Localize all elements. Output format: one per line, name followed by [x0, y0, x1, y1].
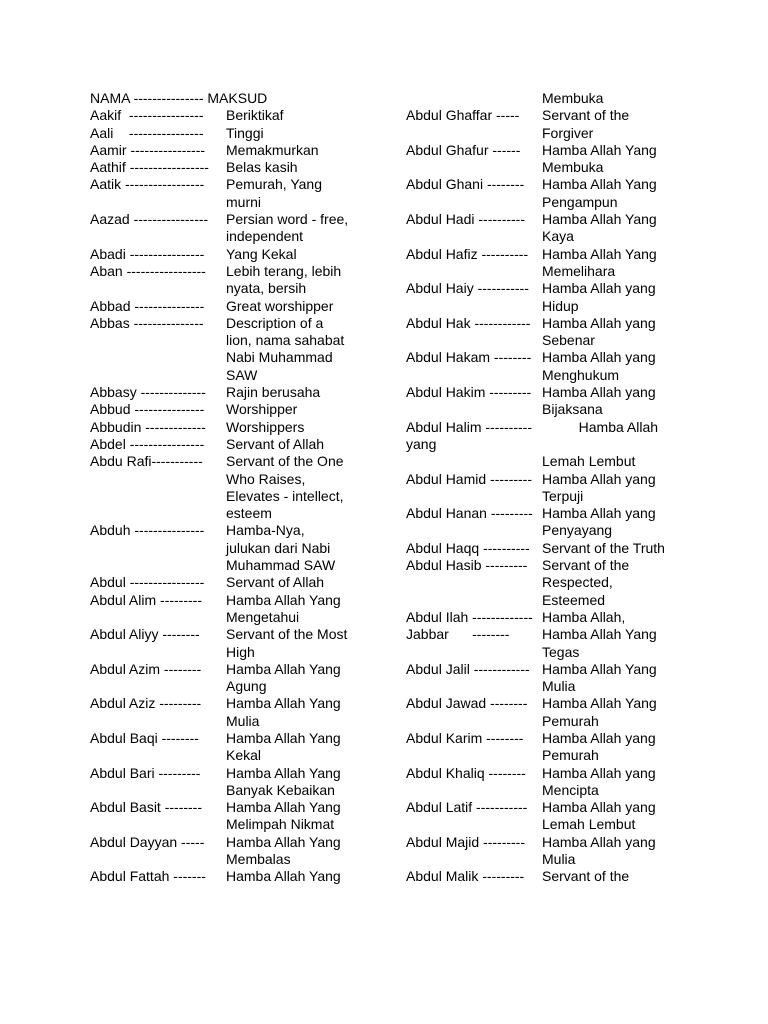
- entry-name: Abdul Haqq ----------: [406, 539, 530, 556]
- entry-meaning: Worshippers: [226, 418, 305, 435]
- entry-name: Abbad ---------------: [90, 297, 205, 314]
- name-entry: [90, 298, 370, 315]
- name-entry: [406, 471, 696, 506]
- entry-meaning: Hamba Allah yang Sebenar: [542, 314, 656, 349]
- entry-meaning: Lebih terang, lebih nyata, bersih: [226, 262, 342, 297]
- entry-name: Abadi ----------------: [90, 245, 205, 262]
- entry-meaning: Hamba Allah Yang Pengampun: [542, 176, 657, 210]
- name-entry: [90, 419, 370, 436]
- entry-name: Abdul Karim --------: [406, 729, 524, 746]
- entry-name: Abbudin -------------: [90, 418, 206, 435]
- left-column: [90, 90, 370, 886]
- entry-name: Abdul Baqi --------: [90, 729, 199, 746]
- name-entry: [90, 436, 370, 453]
- right-name-list: [406, 107, 696, 418]
- name-entry: [406, 868, 696, 885]
- entry-name: Abdul Azim --------: [90, 660, 202, 677]
- entry-meaning: Hamba Allah yang Bijaksana: [542, 384, 656, 418]
- entry-meaning: Hamba Allah,: [542, 608, 626, 625]
- name-entry: [406, 626, 696, 661]
- name-entry: [406, 246, 696, 281]
- name-entry: [90, 125, 370, 142]
- right-column: [406, 90, 696, 886]
- entry-meaning: Hamba Allah yang Terpuji: [542, 470, 656, 504]
- entry-name: Abdul ----------------: [90, 574, 205, 591]
- entry-name: Abbas ---------------: [90, 314, 204, 331]
- entry-meaning: Hamba Allah yang Mencipta: [542, 764, 656, 798]
- entry-name: Abdul Aliyy --------: [90, 626, 200, 643]
- entry-name: Aakif ----------------: [90, 107, 204, 124]
- entry-meaning: Hamba Allah Yang Kaya: [542, 211, 657, 245]
- name-entry: [406, 609, 696, 626]
- entry-meaning: Great worshipper: [226, 297, 334, 314]
- name-entry: [90, 384, 370, 401]
- name-entry: [90, 176, 370, 211]
- entry-meaning: Beriktikaf: [226, 107, 284, 124]
- halim-entry-line: Abdul Halim ---------- Hamba Allah: [406, 418, 659, 435]
- entry-meaning: Pemurah, Yang murni: [226, 176, 322, 210]
- entry-meaning: Hamba Allah yang Menghukum: [542, 349, 656, 383]
- entry-name: Abdul Hakim ---------: [406, 384, 532, 401]
- entry-meaning: Hamba Allah yang Mulia: [542, 833, 656, 868]
- entry-meaning: Hamba Allah Yang Kekal: [226, 729, 341, 764]
- name-entry: [406, 505, 696, 540]
- name-entry: [90, 695, 370, 730]
- entry-meaning: Hamba Allah Yang Mulia: [542, 660, 657, 695]
- entry-name: Aazad ----------------: [90, 211, 209, 228]
- name-entry: [90, 730, 370, 765]
- entry-meaning: Hamba Allah Yang Agung: [226, 660, 341, 695]
- entry-name: Abdul Fattah -------: [90, 868, 206, 885]
- entry-name: Abdul Hasib ---------: [406, 557, 528, 574]
- name-entry: [406, 107, 696, 142]
- name-entry: [406, 730, 696, 765]
- entry-meaning: Hamba Allah Yang Melimpah Nikmat: [226, 799, 341, 833]
- entry-meaning: Description of a lion, nama sahabat Nabi Muhammad SAW: [226, 314, 345, 383]
- entry-meaning: Servant of Allah: [226, 574, 325, 591]
- entry-meaning: Worshipper: [226, 401, 298, 418]
- entry-name: Aathif -----------------: [90, 159, 209, 176]
- name-entry: [90, 211, 370, 246]
- name-entry: [406, 384, 696, 419]
- name-entry: [406, 142, 696, 177]
- name-entry: [406, 661, 696, 696]
- entry-meaning: Tinggi: [226, 124, 264, 141]
- left-name-list: [90, 107, 370, 885]
- entry-meaning: Hamba-Nya, julukan dari Nabi Muhammad SAW: [226, 522, 336, 574]
- entry-meaning: Hamba Allah yang Penyayang: [542, 505, 656, 539]
- entry-meaning: Servant of the: [542, 868, 630, 885]
- entry-name: Abdul Aziz ---------: [90, 695, 202, 712]
- name-entry: [90, 799, 370, 834]
- entry-name: Aatik -----------------: [90, 176, 205, 193]
- name-entry: [90, 107, 370, 124]
- entry-name: Abdul Majid ---------: [406, 833, 525, 850]
- name-entry: [90, 263, 370, 298]
- entry-name: Abdul Hanan ---------: [406, 505, 533, 522]
- name-entry: [90, 592, 370, 627]
- name-entry: [90, 522, 370, 574]
- entry-name: Jabbar --------: [406, 626, 510, 643]
- entry-meaning: Servant of the Respected, Esteemed: [542, 557, 630, 608]
- entry-name: Abdul Ghani --------: [406, 176, 525, 193]
- entry-name: Abdul Jalil ------------: [406, 660, 530, 677]
- entry-meaning: Servant of the Forgiver: [542, 107, 630, 141]
- name-entry: [90, 626, 370, 661]
- entry-name: Abdel ----------------: [90, 435, 205, 452]
- entry-meaning: Hamba Allah Yang Membuka: [542, 141, 657, 176]
- entry-meaning: Yang Kekal: [226, 245, 297, 262]
- right-name-list-2: [406, 471, 696, 886]
- entry-name: Abduh ---------------: [90, 522, 205, 539]
- name-entry: [90, 159, 370, 176]
- name-entry: [90, 142, 370, 159]
- entry-name: Abdul Bari ---------: [90, 764, 201, 781]
- entry-name: Aali ----------------: [90, 124, 204, 141]
- entry-meaning: Hamba Allah Yang Pemurah: [542, 695, 657, 729]
- entry-name: Abdul Hak ------------: [406, 314, 531, 331]
- entry-meaning: Hamba Allah Yang Membalas: [226, 833, 341, 868]
- entry-name: Abdul Ghaffar -----: [406, 107, 520, 124]
- name-entry: [406, 349, 696, 384]
- name-entry: [406, 834, 696, 869]
- halim-meaning: Lemah Lembut: [542, 453, 636, 470]
- entry-meaning: Hamba Allah Yang Memelihara: [542, 245, 657, 279]
- entry-name: Abdul Khaliq --------: [406, 764, 526, 781]
- name-entry: [90, 246, 370, 263]
- name-entry: [90, 868, 370, 885]
- entry-meaning: Persian word - free, independent: [226, 211, 349, 245]
- name-entry: [90, 315, 370, 384]
- continued-meaning: Membuka: [542, 90, 604, 106]
- entry-meaning: Servant of the Most High: [226, 626, 348, 660]
- name-entry: [406, 765, 696, 800]
- name-entry: [406, 695, 696, 730]
- name-entry: [90, 453, 370, 522]
- entry-meaning: Servant of Allah: [226, 435, 325, 452]
- name-entry: [406, 557, 696, 609]
- name-entry: [90, 765, 370, 800]
- name-entry: [406, 176, 696, 211]
- halim-entry-wrap: yang: [406, 435, 437, 452]
- entry-meaning: Hamba Allah Yang: [226, 868, 341, 885]
- entry-meaning: Hamba Allah Yang Banyak Kebaikan: [226, 764, 341, 798]
- entry-name: Abdul Hadi ----------: [406, 211, 525, 228]
- entry-meaning: Hamba Allah Yang Mulia: [226, 695, 341, 729]
- entry-name: Abdul Basit --------: [90, 799, 203, 816]
- name-entry: [406, 211, 696, 246]
- entry-name: Abdul Haiy -----------: [406, 280, 529, 297]
- entry-meaning: Rajin berusaha: [226, 384, 321, 401]
- entry-meaning: Hamba Allah Yang Tegas: [542, 626, 657, 660]
- entry-name: Abdul Dayyan -----: [90, 833, 205, 850]
- entry-name: Abdul Latif -----------: [406, 799, 528, 816]
- table-header: NAMA --------------- MAKSUD: [90, 90, 268, 106]
- entry-name: Abdul Hafiz ----------: [406, 245, 529, 262]
- name-entry: [90, 834, 370, 869]
- entry-name: Abdul Alim ---------: [90, 591, 202, 608]
- entry-name: Abdul Ilah -------------: [406, 608, 533, 625]
- entry-name: Abdul Jawad --------: [406, 695, 528, 712]
- entry-meaning: Servant of the Truth: [542, 539, 665, 556]
- entry-meaning: Servant of the One Who Raises, Elevates - intellect, esteem: [226, 453, 344, 522]
- entry-name: Aban -----------------: [90, 262, 206, 279]
- entry-meaning: Belas kasih: [226, 159, 298, 176]
- name-entry: [90, 574, 370, 591]
- name-entry: [406, 799, 696, 834]
- name-entry: [90, 661, 370, 696]
- entry-name: Abdu Rafi-----------: [90, 453, 203, 470]
- entry-name: Abdul Malik ---------: [406, 868, 525, 885]
- name-entry: [406, 280, 696, 315]
- entry-meaning: Hamba Allah yang Pemurah: [542, 729, 656, 764]
- entry-name: Abdul Hakam --------: [406, 349, 532, 366]
- entry-name: Abdul Hamid ---------: [406, 470, 532, 487]
- entry-meaning: Hamba Allah Yang Mengetahui: [226, 591, 341, 625]
- entry-meaning: Memakmurkan: [226, 141, 319, 158]
- entry-meaning: Hamba Allah yang Lemah Lembut: [542, 799, 656, 833]
- entry-meaning: Hamba Allah yang Hidup: [542, 280, 656, 314]
- entry-name: Abdul Ghafur ------: [406, 141, 521, 158]
- name-entry: [406, 540, 696, 557]
- entry-name: Abbud ---------------: [90, 401, 205, 418]
- entry-name: Abbasy --------------: [90, 384, 206, 401]
- name-entry: [406, 315, 696, 350]
- entry-name: Aamir ----------------: [90, 141, 206, 158]
- name-entry: [90, 401, 370, 418]
